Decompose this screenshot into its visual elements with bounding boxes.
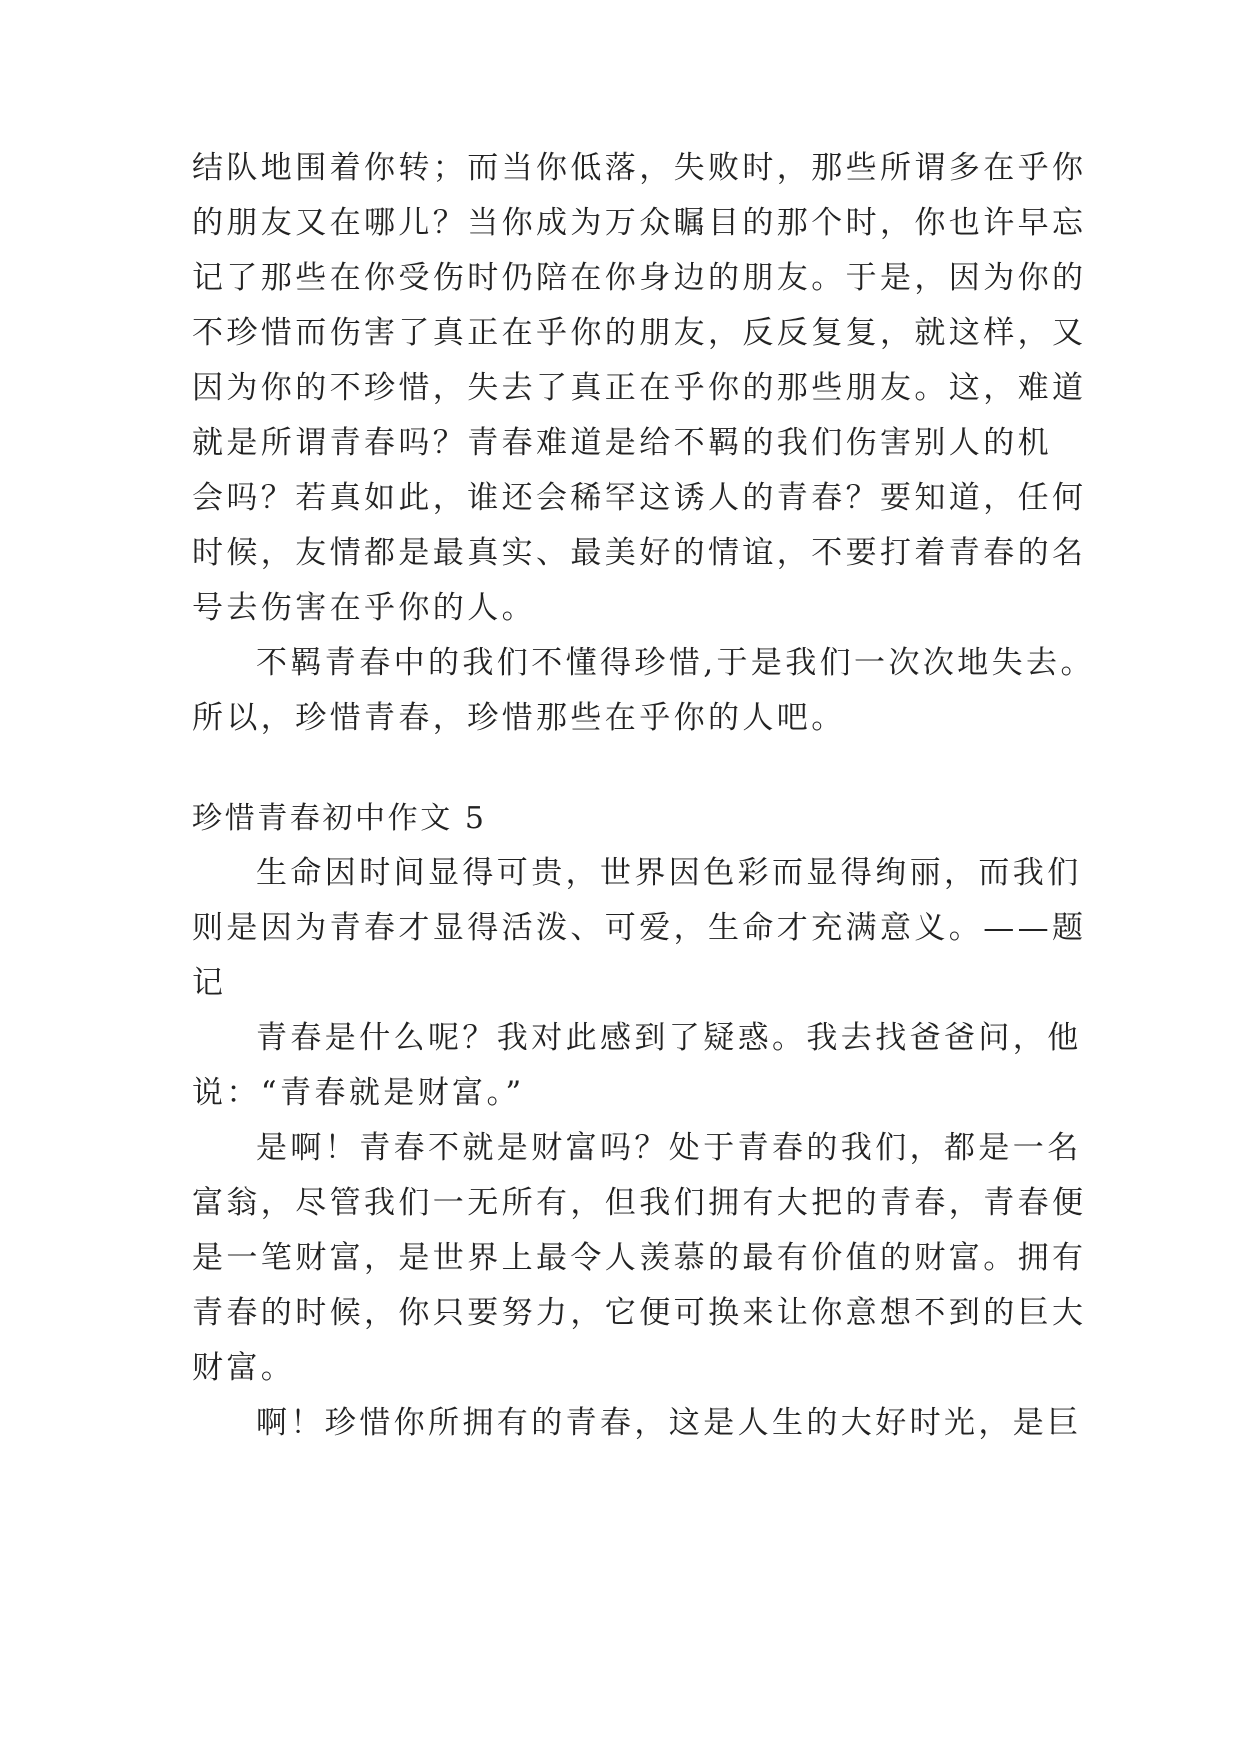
paragraph-line: 因为你的不珍惜，失去了真正在乎你的那些朋友。这，难道 [192,370,1087,406]
paragraph-line: 啊！珍惜你所拥有的青春，这是人生的大好时光，是巨 [256,1405,1082,1441]
paragraph-line: 则是因为青春才显得活泼、可爱，生命才充满意义。——题 [192,910,1087,946]
paragraph-line: 会吗？若真如此，谁还会稀罕这诱人的青春？要知道，任何 [192,480,1087,516]
paragraph-line: 是一笔财富，是世界上最令人羡慕的最有价值的财富。拥有 [192,1240,1087,1276]
essay-heading: 珍惜青春初中作文 5 [192,801,487,836]
paragraph-line: 财富。 [192,1350,296,1386]
paragraph-line: 就是所谓青春吗？青春难道是给不羁的我们伤害别人的机 [192,425,1052,461]
paragraph-line: 结队地围着你转；而当你低落，失败时，那些所谓多在乎你 [192,150,1087,186]
paragraph-line: 生命因时间显得可贵，世界因色彩而显得绚丽，而我们 [256,855,1082,891]
paragraph-line: 是啊！青春不就是财富吗？处于青春的我们，都是一名 [256,1130,1082,1166]
paragraph-line: 记 [192,965,227,1001]
paragraph-line: 青春是什么呢？我对此感到了疑惑。我去找爸爸问，他 [256,1020,1082,1056]
paragraph-line: 号去伤害在乎你的人。 [192,590,536,626]
paragraph-line: 不珍惜而伤害了真正在乎你的朋友，反反复复，就这样，又 [192,315,1087,351]
paragraph-line: 所以，珍惜青春，珍惜那些在乎你的人吧。 [192,700,846,736]
paragraph-line: 富翁，尽管我们一无所有，但我们拥有大把的青春，青春便 [192,1185,1087,1221]
paragraph-line: 不羁青春中的我们不懂得珍惜,于是我们一次次地失去。 [256,645,1095,681]
paragraph-line: 青春的时候，你只要努力，它便可换来让你意想不到的巨大 [192,1295,1087,1331]
paragraph-line: 时候，友情都是最真实、最美好的情谊，不要打着青春的名 [192,535,1087,571]
paragraph-line: 说：“青春就是财富。” [192,1075,525,1111]
paragraph-line: 的朋友又在哪儿？当你成为万众瞩目的那个时，你也许早忘 [192,205,1087,241]
paragraph-line: 记了那些在你受伤时仍陪在你身边的朋友。于是，因为你的 [192,260,1087,296]
